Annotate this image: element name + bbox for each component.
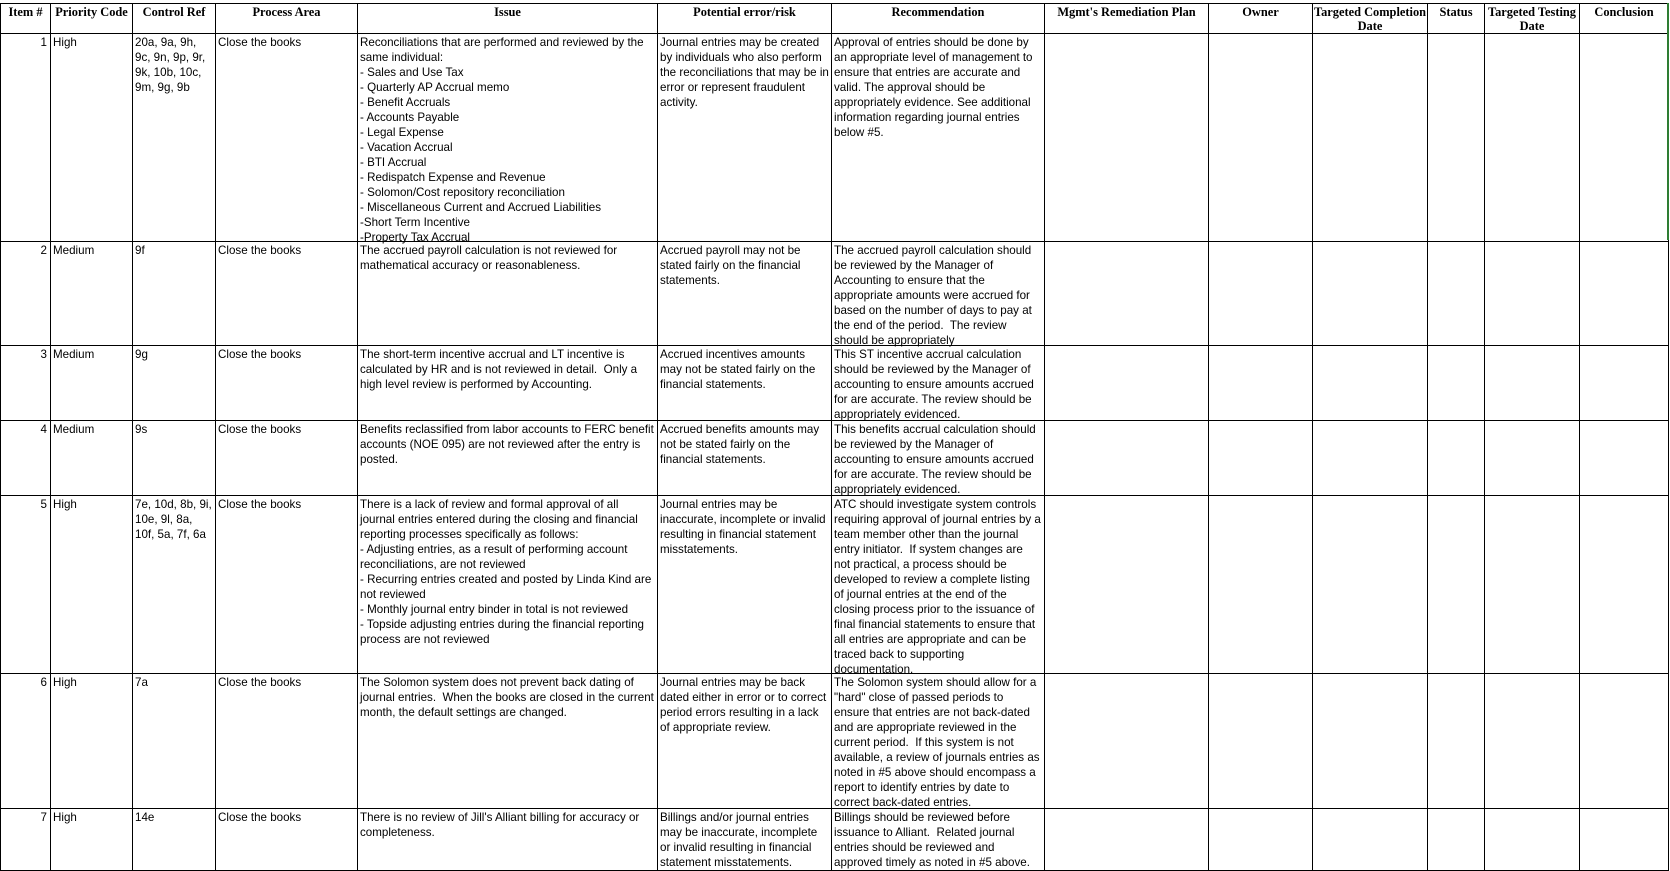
cell-priority[interactable]: High	[51, 674, 133, 809]
cell-control-ref[interactable]: 9g	[133, 346, 216, 421]
cell-process-area[interactable]: Close the books	[216, 421, 358, 496]
cell-owner[interactable]	[1209, 346, 1313, 421]
cell-status[interactable]	[1428, 242, 1485, 346]
cell-item[interactable]: 6	[1, 674, 51, 809]
cell-priority[interactable]: Medium	[51, 242, 133, 346]
cell-recommendation[interactable]: Billings should be reviewed before issuance to Alliant. Related journal entries should be reviewed and approved timely as noted in #5 above.	[832, 809, 1045, 871]
cell-status[interactable]	[1428, 496, 1485, 674]
table-row	[1, 809, 1669, 871]
cell-mgmt-plan[interactable]	[1045, 242, 1209, 346]
cell-process-area[interactable]: Close the books	[216, 674, 358, 809]
col-header-conclusion[interactable]: Conclusion	[1580, 4, 1669, 34]
cell-target-completion[interactable]	[1313, 674, 1428, 809]
cell-mgmt-plan[interactable]	[1045, 496, 1209, 674]
cell-item[interactable]: 7	[1, 809, 51, 871]
cell-control-ref[interactable]: 7a	[133, 674, 216, 809]
table-row	[1, 34, 1669, 242]
table-row	[1, 496, 1669, 674]
cell-target-completion[interactable]	[1313, 34, 1428, 242]
cell-target-testing[interactable]	[1485, 809, 1580, 871]
cell-owner[interactable]	[1209, 809, 1313, 871]
cell-recommendation[interactable]: The Solomon system should allow for a "hard" close of passed periods to ensure that entries are not back-dated and are appropriate reviewed in the current period. If this system is not available, a review of journals entries as noted in #5 above should encompass a report to identify entries by date to correct back-dated entries.	[832, 674, 1045, 809]
cell-mgmt-plan[interactable]	[1045, 421, 1209, 496]
cell-target-completion[interactable]	[1313, 496, 1428, 674]
cell-conclusion[interactable]	[1580, 421, 1669, 496]
col-header-control-ref[interactable]: Control Ref	[133, 4, 216, 34]
cell-risk[interactable]: Journal entries may be created by individuals who also perform the reconciliations that may be in error or represent fraudulent activity.	[658, 34, 832, 242]
cell-process-area[interactable]: Close the books	[216, 809, 358, 871]
header-row	[1, 4, 1669, 34]
cell-target-completion[interactable]	[1313, 421, 1428, 496]
cell-priority[interactable]: Medium	[51, 346, 133, 421]
col-header-risk[interactable]: Potential error/risk	[658, 4, 832, 34]
cell-control-ref[interactable]: 14e	[133, 809, 216, 871]
cell-target-testing[interactable]	[1485, 496, 1580, 674]
active-cell-border	[1667, 3, 1669, 240]
cell-risk[interactable]: Accrued benefits amounts may not be stated fairly on the financial statements.	[658, 421, 832, 496]
cell-recommendation[interactable]: This benefits accrual calculation should be reviewed by the Manager of accounting to ensure amounts accrued for are accurate. The review should be appropriately evidenced.	[832, 421, 1045, 496]
cell-issue[interactable]: The short-term incentive accrual and LT incentive is calculated by HR and is not reviewed in detail. Only a high level review is performed by Accounting.	[358, 346, 658, 421]
cell-conclusion[interactable]	[1580, 496, 1669, 674]
cell-item[interactable]: 2	[1, 242, 51, 346]
cell-mgmt-plan[interactable]	[1045, 674, 1209, 809]
cell-recommendation[interactable]: ATC should investigate system controls requiring approval of journal entries by a team member other than the journal entry initiator. If system changes are not practical, a process should be developed to review a complete listing of journal entries at the end of the closing process prior to the issuance of final financial statements to ensure that all entries are appropriate and can be traced back to supporting documentation.	[832, 496, 1045, 674]
cell-target-testing[interactable]	[1485, 242, 1580, 346]
col-header-target-completion[interactable]: Targeted Completion Date	[1313, 5, 1427, 33]
cell-status[interactable]	[1428, 809, 1485, 871]
cell-item[interactable]: 3	[1, 346, 51, 421]
cell-risk[interactable]: Billings and/or journal entries may be inaccurate, incomplete or invalid resulting in financial statement misstatements.	[658, 809, 832, 871]
cell-item[interactable]: 1	[1, 34, 51, 242]
cell-status[interactable]	[1428, 674, 1485, 809]
spreadsheet	[0, 3, 1670, 869]
cell-recommendation[interactable]: Approval of entries should be done by an appropriate level of management to ensure that entries are accurate and valid. The approval should be appropriately evidence. See additional information regarding journal entries below #5.	[832, 34, 1045, 242]
col-header-status[interactable]: Status	[1428, 4, 1485, 34]
col-header-process-area[interactable]: Process Area	[216, 4, 358, 34]
cell-priority[interactable]: High	[51, 496, 133, 674]
cell-control-ref[interactable]: 9f	[133, 242, 216, 346]
table-row	[1, 674, 1669, 809]
cell-conclusion[interactable]	[1580, 242, 1669, 346]
cell-owner[interactable]	[1209, 421, 1313, 496]
col-header-owner[interactable]: Owner	[1209, 4, 1313, 34]
cell-owner[interactable]	[1209, 674, 1313, 809]
cell-control-ref[interactable]: 20a, 9a, 9h, 9c, 9n, 9p, 9r, 9k, 10b, 10c, 9m, 9g, 9b	[133, 34, 216, 242]
col-header-item[interactable]: Item #	[1, 4, 51, 34]
cell-mgmt-plan[interactable]	[1045, 34, 1209, 242]
cell-target-completion[interactable]	[1313, 346, 1428, 421]
cell-conclusion[interactable]	[1580, 34, 1669, 242]
cell-target-testing[interactable]	[1485, 421, 1580, 496]
cell-conclusion[interactable]	[1580, 674, 1669, 809]
cell-process-area[interactable]: Close the books	[216, 346, 358, 421]
cell-status[interactable]	[1428, 346, 1485, 421]
cell-issue[interactable]: The Solomon system does not prevent back dating of journal entries. When the books are closed in the current month, the default settings are changed.	[358, 674, 658, 809]
table-row	[1, 421, 1669, 496]
cell-issue[interactable]: Reconciliations that are performed and reviewed by the same individual: - Sales and Use Tax - Quarterly AP Accrual memo - Benefit Accruals - Accounts Payable - Legal Expense - Vacation Accrual - BTI Accrual - Redispatch Expense and Revenue - Solomon/Cost repository reconciliation - Miscellaneous Current and Accrued Liabilities -Short Term Incentive -Property Tax Accrual	[358, 34, 658, 242]
cell-control-ref[interactable]: 9s	[133, 421, 216, 496]
cell-mgmt-plan[interactable]	[1045, 346, 1209, 421]
cell-item[interactable]: 4	[1, 421, 51, 496]
cell-risk[interactable]: Accrued incentives amounts may not be stated fairly on the financial statements.	[658, 346, 832, 421]
cell-target-testing[interactable]	[1485, 346, 1580, 421]
cell-conclusion[interactable]	[1580, 346, 1669, 421]
cell-priority[interactable]: High	[51, 809, 133, 871]
cell-priority[interactable]: Medium	[51, 421, 133, 496]
col-header-recommendation[interactable]: Recommendation	[832, 4, 1045, 34]
cell-target-completion[interactable]	[1313, 242, 1428, 346]
cell-owner[interactable]	[1209, 242, 1313, 346]
cell-recommendation[interactable]: The accrued payroll calculation should be reviewed by the Manager of Accounting to ensure that the appropriate amounts were accrued for based on the number of days to pay at the end of the period. The review should be appropriately	[832, 242, 1045, 346]
cell-issue[interactable]: Benefits reclassified from labor accounts to FERC benefit accounts (NOE 095) are not reviewed after the entry is posted.	[358, 421, 658, 496]
remediation-table	[0, 3, 1669, 871]
cell-owner[interactable]	[1209, 496, 1313, 674]
cell-target-testing[interactable]	[1485, 34, 1580, 242]
cell-status[interactable]	[1428, 421, 1485, 496]
cell-owner[interactable]	[1209, 34, 1313, 242]
cell-recommendation[interactable]: This ST incentive accrual calculation should be reviewed by the Manager of accounting to ensure amounts accrued for are accurate. The review should be appropriately evidenced.	[832, 346, 1045, 421]
cell-risk[interactable]: Journal entries may be back dated either in error or to correct period errors resulting in a lack of appropriate review.	[658, 674, 832, 809]
cell-control-ref[interactable]: 7e, 10d, 8b, 9i, 10e, 9l, 8a, 10f, 5a, 7f, 6a	[133, 496, 216, 674]
table-row	[1, 242, 1669, 346]
cell-issue[interactable]: There is no review of Jill's Alliant billing for accuracy or completeness.	[358, 809, 658, 871]
cell-status[interactable]	[1428, 34, 1485, 242]
cell-process-area[interactable]: Close the books	[216, 242, 358, 346]
col-header-mgmt-plan[interactable]: Mgmt's Remediation Plan	[1045, 4, 1209, 34]
col-header-priority[interactable]: Priority Code	[51, 4, 133, 34]
cell-priority[interactable]: High	[51, 34, 133, 242]
cell-target-testing[interactable]	[1485, 674, 1580, 809]
cell-item[interactable]: 5	[1, 496, 51, 674]
cell-risk[interactable]: Accrued payroll may not be stated fairly on the financial statements.	[658, 242, 832, 346]
cell-target-completion[interactable]	[1313, 809, 1428, 871]
col-header-issue[interactable]: Issue	[358, 4, 658, 34]
table-row	[1, 346, 1669, 421]
cell-risk[interactable]: Journal entries may be inaccurate, incomplete or invalid resulting in financial statement misstatements.	[658, 496, 832, 674]
cell-process-area[interactable]: Close the books	[216, 34, 358, 242]
cell-mgmt-plan[interactable]	[1045, 809, 1209, 871]
cell-process-area[interactable]: Close the books	[216, 496, 358, 674]
cell-issue[interactable]: The accrued payroll calculation is not reviewed for mathematical accuracy or reasonableness.	[358, 242, 658, 346]
cell-conclusion[interactable]	[1580, 809, 1669, 871]
col-header-target-testing[interactable]: Targeted Testing Date	[1485, 4, 1580, 34]
cell-issue[interactable]: There is a lack of review and formal approval of all journal entries entered during the closing and financial reporting processes specifically as follows: - Adjusting entries, as a result of performing account reconciliations, are not reviewed - Recurring entries created and posted by Linda Kind are not reviewed - Monthly journal entry binder in total is not reviewed - Topside adjusting entries during the financial reporting process are not reviewed	[358, 496, 658, 674]
